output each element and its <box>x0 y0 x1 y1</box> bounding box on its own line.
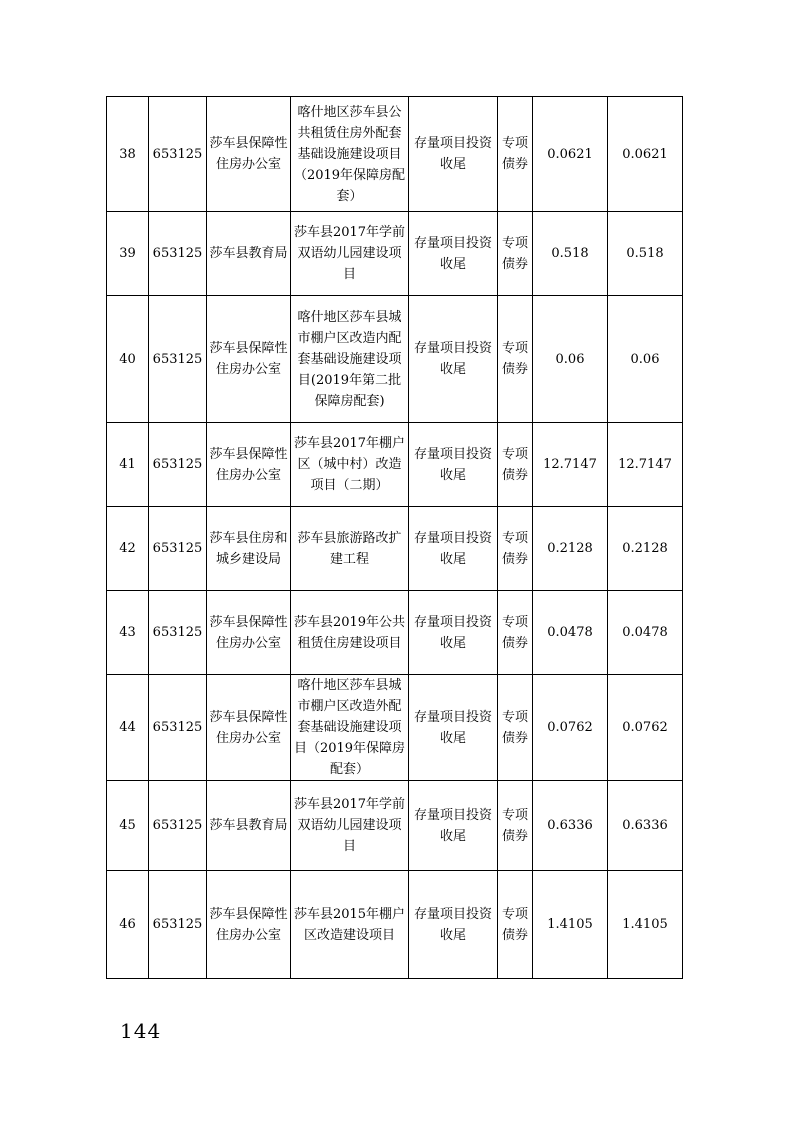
project-name: 喀什地区莎车县城市棚户区改造内配套基础设施建设项目(2019年第二批保障房配套) <box>291 296 409 423</box>
bond-type: 专项债券 <box>498 212 533 296</box>
project-category: 存量项目投资收尾 <box>409 296 498 423</box>
project-category: 存量项目投资收尾 <box>409 871 498 979</box>
unit-name: 莎车县保障性住房办公室 <box>207 296 291 423</box>
amount-value: 0.0478 <box>533 591 608 675</box>
project-category: 存量项目投资收尾 <box>409 423 498 507</box>
region-code: 653125 <box>149 97 207 212</box>
row-number: 44 <box>107 675 149 781</box>
row-number: 39 <box>107 212 149 296</box>
amount-total: 0.0621 <box>608 97 683 212</box>
row-number: 45 <box>107 781 149 871</box>
region-code: 653125 <box>149 423 207 507</box>
region-code: 653125 <box>149 871 207 979</box>
unit-name: 莎车县保障性住房办公室 <box>207 97 291 212</box>
bond-type: 专项债券 <box>498 591 533 675</box>
unit-name: 莎车县住房和城乡建设局 <box>207 507 291 591</box>
amount-value: 0.0762 <box>533 675 608 781</box>
amount-total: 0.0478 <box>608 591 683 675</box>
region-code: 653125 <box>149 296 207 423</box>
amount-total: 0.2128 <box>608 507 683 591</box>
project-name: 莎车县2017年棚户区（城中村）改造项目（二期） <box>291 423 409 507</box>
row-number: 42 <box>107 507 149 591</box>
region-code: 653125 <box>149 591 207 675</box>
project-category: 存量项目投资收尾 <box>409 97 498 212</box>
unit-name: 莎车县教育局 <box>207 212 291 296</box>
amount-value: 0.518 <box>533 212 608 296</box>
table-row <box>107 296 683 423</box>
amount-value: 0.06 <box>533 296 608 423</box>
row-number: 41 <box>107 423 149 507</box>
bond-type: 专项债券 <box>498 296 533 423</box>
table-row <box>107 97 683 212</box>
bond-type: 专项债券 <box>498 781 533 871</box>
project-category: 存量项目投资收尾 <box>409 781 498 871</box>
region-code: 653125 <box>149 507 207 591</box>
unit-name: 莎车县保障性住房办公室 <box>207 423 291 507</box>
amount-value: 12.7147 <box>533 423 608 507</box>
region-code: 653125 <box>149 781 207 871</box>
amount-value: 0.2128 <box>533 507 608 591</box>
amount-value: 1.4105 <box>533 871 608 979</box>
project-name: 莎车县2017年学前双语幼儿园建设项目 <box>291 781 409 871</box>
project-name: 莎车县2017年学前双语幼儿园建设项目 <box>291 212 409 296</box>
bond-type: 专项债券 <box>498 507 533 591</box>
bond-type: 专项债券 <box>498 423 533 507</box>
region-code: 653125 <box>149 212 207 296</box>
project-name: 喀什地区莎车县公共租赁住房外配套基础设施建设项目（2019年保障房配套） <box>291 97 409 212</box>
amount-value: 0.0621 <box>533 97 608 212</box>
bond-type: 专项债券 <box>498 97 533 212</box>
project-name: 喀什地区莎车县城市棚户区改造外配套基础设施建设项目（2019年保障房配套） <box>291 675 409 781</box>
amount-total: 1.4105 <box>608 871 683 979</box>
table-row <box>107 871 683 979</box>
project-name: 莎车县2019年公共租赁住房建设项目 <box>291 591 409 675</box>
amount-value: 0.6336 <box>533 781 608 871</box>
project-category: 存量项目投资收尾 <box>409 212 498 296</box>
project-name: 莎车县2015年棚户区改造建设项目 <box>291 871 409 979</box>
bond-type: 专项债券 <box>498 871 533 979</box>
row-number: 46 <box>107 871 149 979</box>
amount-total: 0.0762 <box>608 675 683 781</box>
amount-total: 0.6336 <box>608 781 683 871</box>
row-number: 43 <box>107 591 149 675</box>
row-number: 40 <box>107 296 149 423</box>
table-row <box>107 212 683 296</box>
table-row <box>107 675 683 781</box>
bond-type: 专项债券 <box>498 675 533 781</box>
unit-name: 莎车县教育局 <box>207 781 291 871</box>
project-category: 存量项目投资收尾 <box>409 591 498 675</box>
project-category: 存量项目投资收尾 <box>409 675 498 781</box>
unit-name: 莎车县保障性住房办公室 <box>207 675 291 781</box>
region-code: 653125 <box>149 675 207 781</box>
table-row <box>107 591 683 675</box>
amount-total: 0.518 <box>608 212 683 296</box>
table-row <box>107 423 683 507</box>
bond-project-table <box>106 96 683 979</box>
table-row <box>107 507 683 591</box>
project-name: 莎车县旅游路改扩建工程 <box>291 507 409 591</box>
table-row <box>107 781 683 871</box>
row-number: 38 <box>107 97 149 212</box>
page-number: 144 <box>120 1019 162 1043</box>
unit-name: 莎车县保障性住房办公室 <box>207 871 291 979</box>
unit-name: 莎车县保障性住房办公室 <box>207 591 291 675</box>
amount-total: 0.06 <box>608 296 683 423</box>
project-category: 存量项目投资收尾 <box>409 507 498 591</box>
amount-total: 12.7147 <box>608 423 683 507</box>
